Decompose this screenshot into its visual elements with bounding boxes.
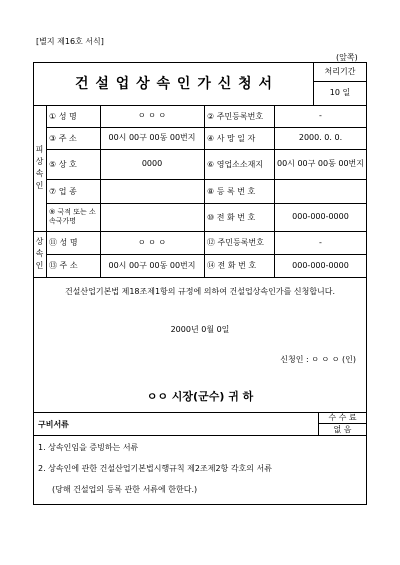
heir-death-date: 2000. 0. 0. [298, 133, 343, 142]
successor-phone-label: ⑭ 전 화 번 호 [207, 261, 257, 270]
heir-registration-number [274, 179, 367, 203]
successor-phone: 000-000-0000 [292, 260, 349, 270]
heir-nationality-label: ⑨ 국적 또는 소속국가명 [49, 208, 96, 225]
document-item: 2. 상속인에 관한 건설산업기본법시행규칙 제2조제2항 각호의 서류 [38, 464, 272, 473]
form-title: 건 설 업 상 속 인 가 신 청 서 [74, 76, 274, 92]
heir-registration-label: ⑧ 등 록 번 호 [207, 186, 256, 196]
heir-business-type-label: ⑦ 업 종 [49, 186, 77, 196]
heir-address: 00시 00구 00동 00번지 [108, 133, 196, 142]
processing-value: 10 일 [329, 88, 351, 97]
heir-office-address: 00시 00구 00동 00번지 [277, 159, 364, 168]
fee-value: 없 음 [333, 424, 352, 434]
heir-phone-label: ⑩ 전 화 번 호 [207, 212, 256, 222]
heir-rrn: - [319, 111, 322, 120]
successor-name: ㅇ ㅇ ㅇ [137, 237, 167, 247]
document-item: 1. 상속인임을 증빙하는 서류 [38, 443, 139, 452]
applicant-signature: 신청인 : ㅇ ㅇ ㅇ (인) [280, 355, 356, 364]
successor-name-label: ⑪ 성 명 [49, 238, 78, 247]
successor-group-label: 상 속 인 [35, 237, 44, 270]
heir-name: ㅇ ㅇ ㅇ [137, 111, 167, 120]
application-statement: 건설산업기본법 제18조제1항의 규정에 의하여 건설업상속인가를 신청합니다. [64, 287, 336, 296]
heir-trade-name: 0000 [141, 159, 163, 168]
heir-business-type [100, 179, 204, 203]
heir-phone: 000-000-0000 [292, 212, 349, 221]
heir-address-label: ③ 주 소 [49, 133, 77, 143]
required-documents-heading: 구비서류 [38, 420, 69, 429]
heir-death-date-label: ④ 사 망 일 자 [207, 133, 256, 143]
heir-rrn-label: ② 주민등록번호 [207, 111, 264, 121]
heir-trade-name-label: ⑤ 상 호 [49, 159, 77, 169]
successor-address-label: ⑬ 주 소 [49, 261, 78, 270]
heir-group-label: 피 상 속 인 [35, 145, 44, 190]
side-note: (앞쪽) [336, 53, 358, 62]
successor-rrn: - [319, 237, 322, 247]
form-number: [별지 제16호 서식] [36, 37, 104, 46]
heir-nationality [100, 203, 204, 231]
document-note: (당해 건설업의 등록 관한 서류에 한한다.) [52, 485, 198, 494]
successor-rrn-label: ⑫ 주민등록번호 [207, 238, 264, 247]
recipient: ㅇㅇ 시장(군수) 귀 하 [146, 390, 254, 403]
successor-address: 00시 00구 00동 00번지 [108, 260, 196, 270]
application-date: 2000년 0월 0일 [170, 325, 230, 334]
processing-label: 처리기간 [324, 67, 356, 76]
heir-office-label: ⑥ 영업소소재지 [207, 159, 264, 169]
heir-name-label: ① 성 명 [49, 111, 77, 121]
fee-label: 수 수 료 [328, 412, 357, 422]
